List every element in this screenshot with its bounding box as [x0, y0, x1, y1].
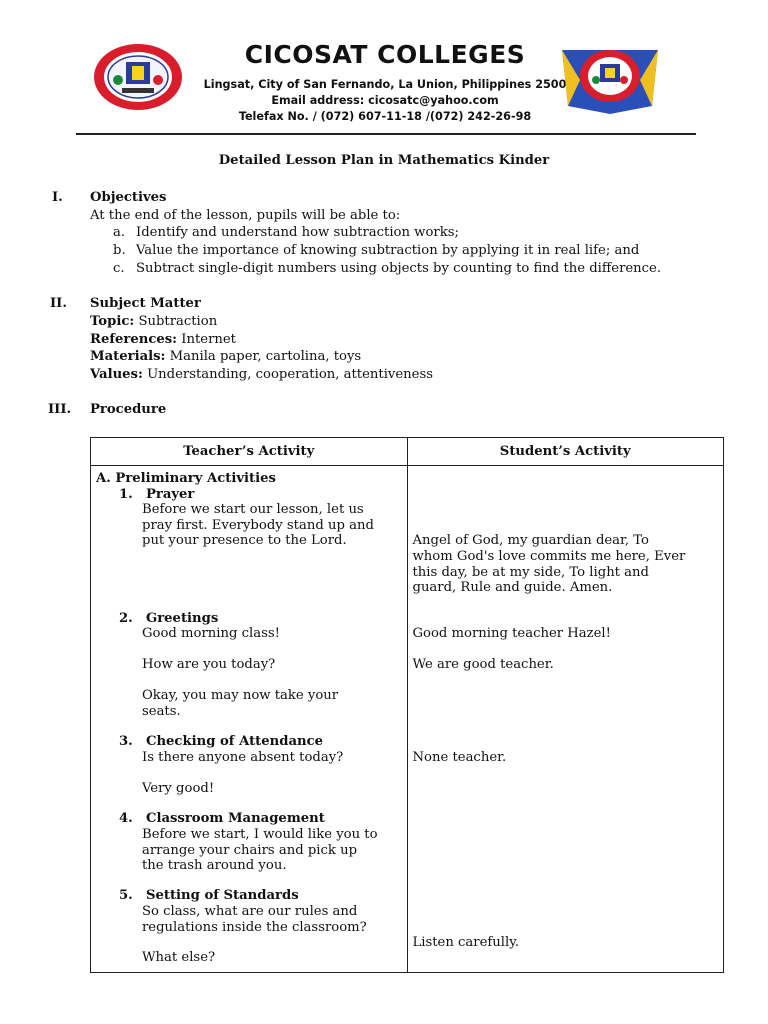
- student-activity-header: Student’s Activity: [407, 438, 724, 466]
- teacher-activity-cell: [91, 466, 408, 973]
- school-seal-left: [92, 42, 184, 112]
- procedure-numeral: III.: [48, 402, 72, 417]
- lesson-plan-title: Detailed Lesson Plan in Mathematics Kinder: [218, 153, 550, 168]
- topic-label: Topic:: [90, 314, 135, 329]
- standards-teacher-2: What else?: [142, 950, 216, 965]
- objective-item-c: Subtract single-digit numbers using objects by counting to find the difference.: [136, 261, 662, 276]
- management-teacher-line-3: the trash around you.: [142, 858, 287, 873]
- teacher-activity-header: Teacher’s Activity: [91, 438, 408, 466]
- attendance-heading: 3. Checking of Attendance: [119, 734, 324, 749]
- procedure-heading: Procedure: [90, 402, 167, 417]
- standards-teacher-line-2: regulations inside the classroom?: [142, 920, 367, 935]
- prayer-student-line-4: guard, Rule and guide. Amen.: [412, 580, 613, 595]
- standards-teacher-line-1: So class, what are our rules and: [142, 904, 358, 919]
- values-label: Values:: [90, 367, 143, 382]
- letterhead: [0, 0, 768, 140]
- procedure-table-row: [91, 466, 724, 973]
- prayer-teacher-line-3: put your presence to the Lord.: [142, 533, 347, 548]
- management-teacher-line-1: Before we start, I would like you to: [142, 827, 378, 842]
- prayer-teacher-line-1: Before we start our lesson, let us: [142, 502, 364, 517]
- greetings-student-1: Good morning teacher Hazel!: [412, 626, 611, 641]
- references-line: [90, 331, 236, 349]
- procedure-table: [90, 437, 724, 973]
- references-value: Internet: [181, 332, 236, 347]
- materials-line: [90, 348, 361, 366]
- references-label: References:: [90, 332, 178, 347]
- materials-value: Manila paper, cartolina, toys: [169, 349, 362, 364]
- attendance-teacher-2: Very good!: [142, 781, 215, 796]
- standards-heading: 5. Setting of Standards: [119, 888, 299, 903]
- prayer-student-line-1: Angel of God, my guardian dear, To: [412, 533, 649, 548]
- topic-value: Subtraction: [138, 314, 218, 329]
- prayer-student-line-2: whom God's love commits me here, Ever: [412, 549, 686, 564]
- objective-letter-a: a.: [113, 225, 126, 240]
- attendance-teacher-1: Is there anyone absent today?: [142, 750, 344, 765]
- prayer-teacher-line-2: pray first. Everybody stand up and: [142, 518, 374, 533]
- materials-label: Materials:: [90, 349, 166, 364]
- management-teacher-line-2: arrange your chairs and pick up: [142, 843, 358, 858]
- subject-matter-numeral: II.: [50, 296, 67, 311]
- greetings-teacher-2: How are you today?: [142, 657, 276, 672]
- school-email: Email address: cicosatc@yahoo.com: [271, 94, 499, 107]
- values-value: Understanding, cooperation, attentiveness: [147, 367, 433, 382]
- objective-letter-b: b.: [113, 243, 126, 258]
- greetings-teacher-3-line-1: Okay, you may now take your: [142, 688, 339, 703]
- topic-line: [90, 313, 217, 331]
- school-name: CICOSAT COLLEGES: [244, 40, 526, 69]
- greetings-student-2: We are good teacher.: [412, 657, 554, 672]
- objectives-heading: Objectives: [90, 190, 167, 205]
- values-line: [90, 366, 433, 384]
- header-divider: [76, 133, 696, 135]
- objective-item-b: Value the importance of knowing subtraction by applying it in real life; and: [136, 243, 640, 258]
- objectives-numeral: I.: [52, 190, 63, 205]
- school-telefax: Telefax No. / (072) 607-11-18 /(072) 242-26-98: [238, 110, 532, 123]
- procedure-table-header: [91, 438, 724, 466]
- greetings-teacher-3-line-2: seats.: [142, 704, 181, 719]
- preliminary-activities-heading: A. Preliminary Activities: [96, 471, 276, 486]
- school-seal-right: [560, 40, 660, 116]
- greetings-heading: 2. Greetings: [119, 611, 219, 626]
- school-address: Lingsat, City of San Fernando, La Union, Philippines 2500: [203, 78, 567, 91]
- student-activity-cell: [407, 466, 724, 973]
- standards-student-1: Listen carefully.: [412, 935, 520, 950]
- attendance-student-1: None teacher.: [412, 750, 507, 765]
- management-heading: 4. Classroom Management: [119, 811, 325, 826]
- objective-item-a: Identify and understand how subtraction works;: [136, 225, 459, 240]
- objective-letter-c: c.: [113, 261, 125, 276]
- prayer-heading: 1. Prayer: [119, 487, 195, 502]
- subject-matter-heading: Subject Matter: [90, 296, 201, 311]
- objectives-intro: At the end of the lesson, pupils will be able to:: [90, 208, 401, 223]
- prayer-student-line-3: this day, be at my side, To light and: [412, 565, 649, 580]
- greetings-teacher-1: Good morning class!: [142, 626, 280, 641]
